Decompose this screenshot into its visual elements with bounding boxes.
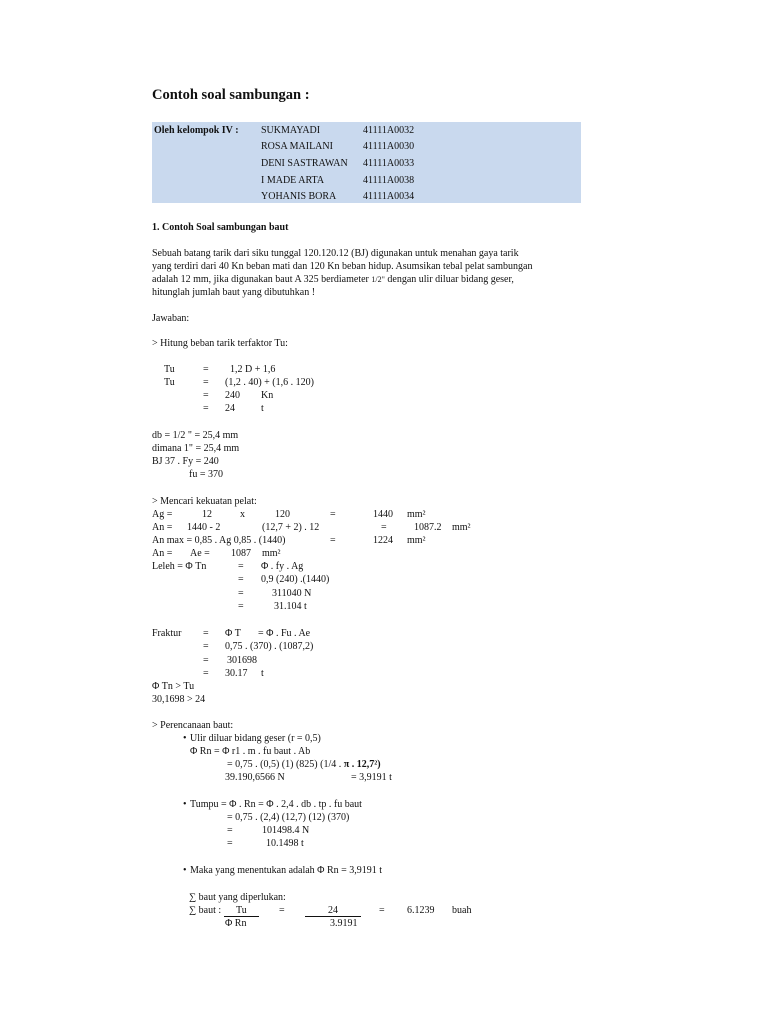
eq-sign: =	[203, 377, 209, 388]
bolt-shear-heading: Ulir diluar bidang geser (r = 0,5)	[190, 733, 321, 744]
member-nim: 41111A0030	[363, 141, 415, 152]
eq-value: 24	[225, 403, 235, 414]
member-nim: 41111A0033	[363, 158, 415, 169]
ag-result: 1440	[373, 509, 393, 520]
bolt-shear-result-t: = 3,9191 t	[351, 772, 392, 783]
eq-sign: =	[330, 535, 336, 546]
member-name: YOHANIS BORA	[261, 191, 337, 202]
bullet-icon: •	[183, 799, 187, 810]
ag-thickness: 12	[202, 509, 212, 520]
eq-value: 0,75 . (370) . (1087,2)	[225, 641, 314, 652]
ag-label: Ag =	[152, 509, 173, 520]
member-name: ROSA MAILANI	[261, 141, 333, 152]
eq-sign: =	[203, 641, 209, 652]
member-nim: 41111A0038	[363, 175, 415, 186]
eq-value: 1,2 D + 1,6	[230, 364, 276, 375]
answer-label: Jawaban:	[152, 313, 190, 324]
step-heading: > Hitung beban tarik terfaktor Tu:	[152, 338, 288, 349]
bolt-bearing-result-t: 10.1498 t	[266, 838, 304, 849]
eq-sign: =	[381, 522, 387, 533]
bolt-bearing-formula: Tumpu = Φ . Rn = Φ . 2,4 . db . tp . fu baut	[190, 799, 362, 810]
fraktur-label: Fraktur	[152, 628, 182, 639]
eq-sign: =	[238, 574, 244, 585]
eq-unit: t	[261, 668, 264, 679]
eq-sign: =	[203, 390, 209, 401]
eq-lhs: Tu	[164, 377, 175, 388]
bullet-icon: •	[183, 733, 187, 744]
eq-sign: =	[238, 588, 244, 599]
eq-lhs: Tu	[164, 364, 175, 375]
eq-value: Φ . fy . Ag	[261, 561, 304, 572]
member-nim: 41111A0032	[363, 125, 415, 136]
eq-unit: mm²	[452, 522, 471, 533]
fraction-denominator: Φ Rn	[225, 918, 247, 929]
fraktur-formula: = Φ . Fu . Ae	[258, 628, 311, 639]
eq-value: 31.104 t	[274, 601, 307, 612]
bolt-bearing-calc: = 0,75 . (2,4) (12,7) (12) (370)	[227, 812, 350, 823]
ae-value: 1087	[231, 548, 251, 559]
eq-value: 30.17	[225, 668, 248, 679]
bolt-count-result: 6.1239	[407, 905, 435, 916]
eq-unit: mm²	[262, 548, 281, 559]
eq-value: 0,9 (240) .(1440)	[261, 574, 330, 585]
problem-line: hitunglah jumlah baut yang dibutuhkan !	[152, 287, 316, 298]
step-heading: > Perencanaan baut:	[152, 720, 234, 731]
step-heading: > Mencari kekuatan pelat:	[152, 496, 257, 507]
fraction-denominator: 3.9191	[330, 918, 358, 929]
bolt-shear-result-n: 39.190,6566 N	[225, 772, 285, 783]
eq-sign: =	[238, 601, 244, 612]
bolt-count-heading: ∑ baut yang diperlukan:	[189, 892, 286, 903]
eq-sign: =	[330, 509, 336, 520]
fraction-numerator: 24	[328, 905, 338, 916]
check-line: Φ Tn > Tu	[152, 681, 195, 692]
page-title: Contoh soal sambungan :	[152, 87, 310, 103]
eq-sign: =	[203, 655, 209, 666]
eq-sign: =	[227, 838, 233, 849]
eq-value: 301698	[227, 655, 257, 666]
bolt-shear-formula: Φ Rn = Φ r1 . m . fu baut . Ab	[190, 746, 311, 757]
eq-sign: =	[203, 364, 209, 375]
problem-line: adalah 12 mm, jika digunakan baut A 325 berdiameter 1/2" dengan ulir diluar bidang geser,	[152, 274, 514, 285]
member-nim: 41111A0034	[363, 191, 415, 202]
eq-sign: =	[279, 905, 285, 916]
eq-sign: =	[227, 825, 233, 836]
an-label: An =	[152, 522, 173, 533]
bolt-governing: Maka yang menentukan adalah Φ Rn = 3,9191 t	[190, 865, 383, 876]
eq-sign: =	[238, 561, 244, 572]
eq-unit: buah	[452, 905, 472, 916]
ae-label: Ae =	[190, 548, 210, 559]
problem-line: yang terdiri dari 40 Kn beban mati dan 120 Kn beban hidup. Asumsikan tebal pelat sambungan	[152, 261, 533, 272]
section-heading: 1. Contoh Soal sambungan baut	[152, 222, 289, 233]
eq-value: (1,2 . 40) + (1,6 . 120)	[225, 377, 314, 388]
eq-sign: =	[203, 668, 209, 679]
property-line: dimana 1" = 25,4 mm	[152, 443, 240, 454]
eq-value: 311040 N	[272, 588, 312, 599]
ag-width: 120	[275, 509, 290, 520]
ag-times: x	[240, 509, 245, 520]
anmax-expr: An max = 0,85 . Ag 0,85 . (1440)	[152, 535, 286, 546]
property-line: BJ 37 . Fy = 240	[152, 456, 219, 467]
fraction-numerator: Tu	[236, 905, 247, 916]
eq-unit: mm²	[407, 509, 426, 520]
check-line: 30,1698 > 24	[152, 694, 206, 705]
an-expr: 1440 - 2	[187, 522, 221, 533]
property-line: db = 1/2 " = 25,4 mm	[152, 430, 239, 441]
bolt-shear-calc: = 0,75 . (0,5) (1) (825) (1/4 . π . 12,7²)	[227, 759, 381, 770]
member-name: I MADE ARTA	[261, 175, 325, 186]
leleh-label: Leleh = Φ Tn	[152, 561, 207, 572]
eq-sign: =	[379, 905, 385, 916]
bolt-count-label: ∑ baut :	[189, 905, 222, 916]
an-label: An =	[152, 548, 173, 559]
an-hole: (12,7 + 2) . 12	[262, 522, 320, 533]
eq-value: 240	[225, 390, 240, 401]
member-name: SUKMAYADI	[261, 125, 321, 136]
eq-unit: mm²	[407, 535, 426, 546]
bolt-bearing-result-n: 101498.4 N	[262, 825, 310, 836]
group-label: Oleh kelompok IV :	[154, 125, 239, 136]
bullet-icon: •	[183, 865, 187, 876]
member-name: DENI SASTRAWAN	[261, 158, 348, 169]
fraktur-phi-t: Φ T	[225, 628, 241, 639]
problem-line: Sebuah batang tarik dari siku tunggal 120.120.12 (BJ) digunakan untuk menahan gaya tarik	[152, 248, 519, 259]
eq-unit: t	[261, 403, 264, 414]
eq-unit: Kn	[261, 390, 274, 401]
an-result: 1087.2	[414, 522, 442, 533]
eq-sign: =	[203, 403, 209, 414]
property-line: fu = 370	[189, 469, 223, 480]
eq-sign: =	[203, 628, 209, 639]
anmax-result: 1224	[373, 535, 393, 546]
